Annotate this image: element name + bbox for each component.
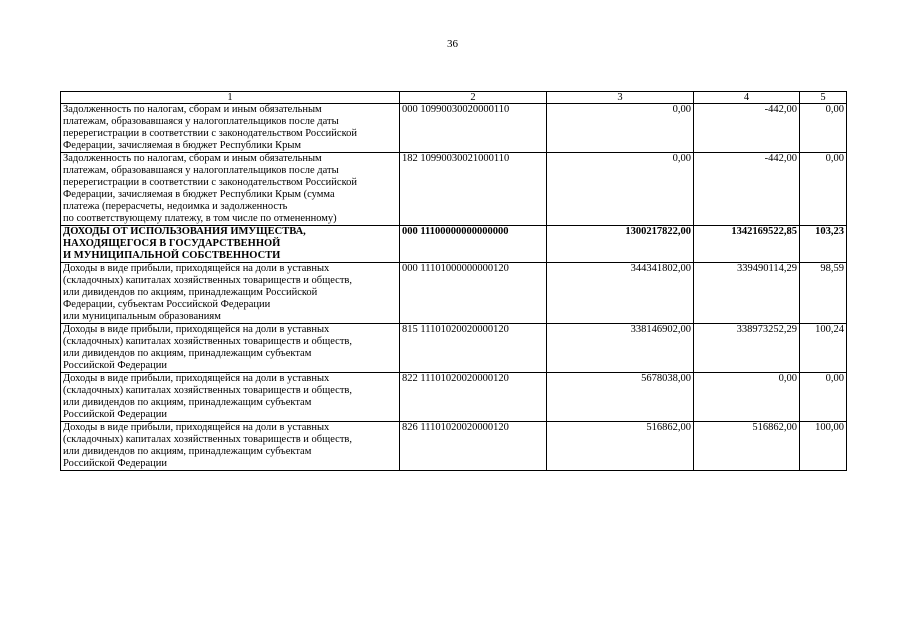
income-name-line: (складочных) капиталах хозяйственных товариществ и обществ, [63, 385, 352, 396]
actual-amount-cell: 1342169522,85 [694, 226, 800, 263]
actual-amount-cell: -442,00 [694, 153, 800, 226]
actual-amount-cell: 516862,00 [694, 422, 800, 471]
budget-code-cell: 822 11101020020000120 [400, 373, 547, 422]
budget-code-cell: 182 10990030021000110 [400, 153, 547, 226]
income-name-cell [61, 153, 400, 226]
income-name-line: или дивидендов по акциям, принадлежащим Российской [63, 287, 318, 298]
table-row [61, 263, 847, 324]
table-body [61, 104, 847, 471]
income-name-line: или муниципальным образованиям [63, 311, 221, 322]
planned-amount-cell: 338146902,00 [547, 324, 694, 373]
income-name-line: Российской Федерации [63, 360, 167, 371]
table-row [61, 324, 847, 373]
income-name-line: И МУНИЦИПАЛЬНОЙ СОБСТВЕННОСТИ [63, 250, 281, 261]
income-name-line: Доходы в виде прибыли, приходящейся на доли в уставных [63, 263, 330, 274]
income-name-line: Доходы в виде прибыли, приходящейся на доли в уставных [63, 324, 330, 335]
income-name-cell [61, 263, 400, 324]
actual-amount-cell: 338973252,29 [694, 324, 800, 373]
income-name-cell [61, 104, 400, 153]
income-name-line: (складочных) капиталах хозяйственных товариществ и обществ, [63, 434, 352, 445]
income-name-line: Российской Федерации [63, 409, 167, 420]
table-row [61, 153, 847, 226]
income-name-line: (складочных) капиталах хозяйственных товариществ и обществ, [63, 275, 352, 286]
column-header-1: 1 [61, 92, 400, 104]
income-name-cell [61, 373, 400, 422]
execution-percent-cell: 100,24 [800, 324, 847, 373]
income-name-line: или дивидендов по акциям, принадлежащим субъектам [63, 397, 312, 408]
income-name-cell [61, 226, 400, 263]
execution-percent-cell: 100,00 [800, 422, 847, 471]
budget-code-cell: 815 11101020020000120 [400, 324, 547, 373]
income-name-line: платежам, образовавшаяся у налогоплательщиков после даты [63, 116, 339, 127]
income-name-line: платежа (перерасчеты, недоимка и задолженность [63, 201, 288, 212]
execution-percent-cell: 0,00 [800, 104, 847, 153]
table-row [61, 226, 847, 263]
execution-percent-cell: 0,00 [800, 373, 847, 422]
budget-code-cell: 000 10990030020000110 [400, 104, 547, 153]
table-header-row [61, 92, 847, 104]
income-name-line: перерегистрации в соответствии с законодательством Российской [63, 128, 358, 139]
income-name-line: платежам, образовавшаяся у налогоплательщиков после даты [63, 165, 339, 176]
budget-table [60, 91, 847, 471]
income-name-line: Российской Федерации [63, 458, 167, 469]
execution-percent-cell: 0,00 [800, 153, 847, 226]
actual-amount-cell: -442,00 [694, 104, 800, 153]
budget-code-cell: 000 11100000000000000 [400, 226, 547, 263]
planned-amount-cell: 5678038,00 [547, 373, 694, 422]
income-name-line: Федерации, зачисляемая в бюджет Республики Крым [63, 140, 302, 151]
table-row [61, 373, 847, 422]
income-name-cell [61, 324, 400, 373]
income-name-line: (складочных) капиталах хозяйственных товариществ и обществ, [63, 336, 352, 347]
budget-code-cell: 826 11101020020000120 [400, 422, 547, 471]
planned-amount-cell: 0,00 [547, 153, 694, 226]
income-name-line: Доходы в виде прибыли, приходящейся на доли в уставных [63, 373, 330, 384]
income-name-line: Федерации, субъектам Российской Федерации [63, 299, 271, 310]
planned-amount-cell: 1300217822,00 [547, 226, 694, 263]
budget-code-cell: 000 11101000000000120 [400, 263, 547, 324]
column-header-4: 4 [694, 92, 800, 104]
execution-percent-cell: 103,23 [800, 226, 847, 263]
income-name-line: НАХОДЯЩЕГОСЯ В ГОСУДАРСТВЕННОЙ [63, 238, 281, 249]
table-row [61, 104, 847, 153]
income-name-line: Федерации, зачисляемая в бюджет Республики Крым (сумма [63, 189, 335, 200]
income-name-line: или дивидендов по акциям, принадлежащим субъектам [63, 446, 312, 457]
income-name-line: Доходы в виде прибыли, приходящейся на доли в уставных [63, 422, 330, 433]
income-name-line: Задолженность по налогам, сборам и иным обязательным [63, 104, 322, 115]
page-number: 36 [447, 38, 458, 50]
execution-percent-cell: 98,59 [800, 263, 847, 324]
income-name-cell [61, 422, 400, 471]
planned-amount-cell: 0,00 [547, 104, 694, 153]
column-header-3: 3 [547, 92, 694, 104]
column-header-2: 2 [400, 92, 547, 104]
income-name-line: по соответствующему платежу, в том числе по отмененному) [63, 213, 337, 224]
income-name-line: или дивидендов по акциям, принадлежащим субъектам [63, 348, 312, 359]
planned-amount-cell: 516862,00 [547, 422, 694, 471]
actual-amount-cell: 0,00 [694, 373, 800, 422]
income-name-line: перерегистрации в соответствии с законодательством Российской [63, 177, 358, 188]
column-header-5: 5 [800, 92, 847, 104]
planned-amount-cell: 344341802,00 [547, 263, 694, 324]
actual-amount-cell: 339490114,29 [694, 263, 800, 324]
income-name-line: ДОХОДЫ ОТ ИСПОЛЬЗОВАНИЯ ИМУЩЕСТВА, [63, 226, 306, 237]
table-row [61, 422, 847, 471]
income-name-line: Задолженность по налогам, сборам и иным обязательным [63, 153, 322, 164]
